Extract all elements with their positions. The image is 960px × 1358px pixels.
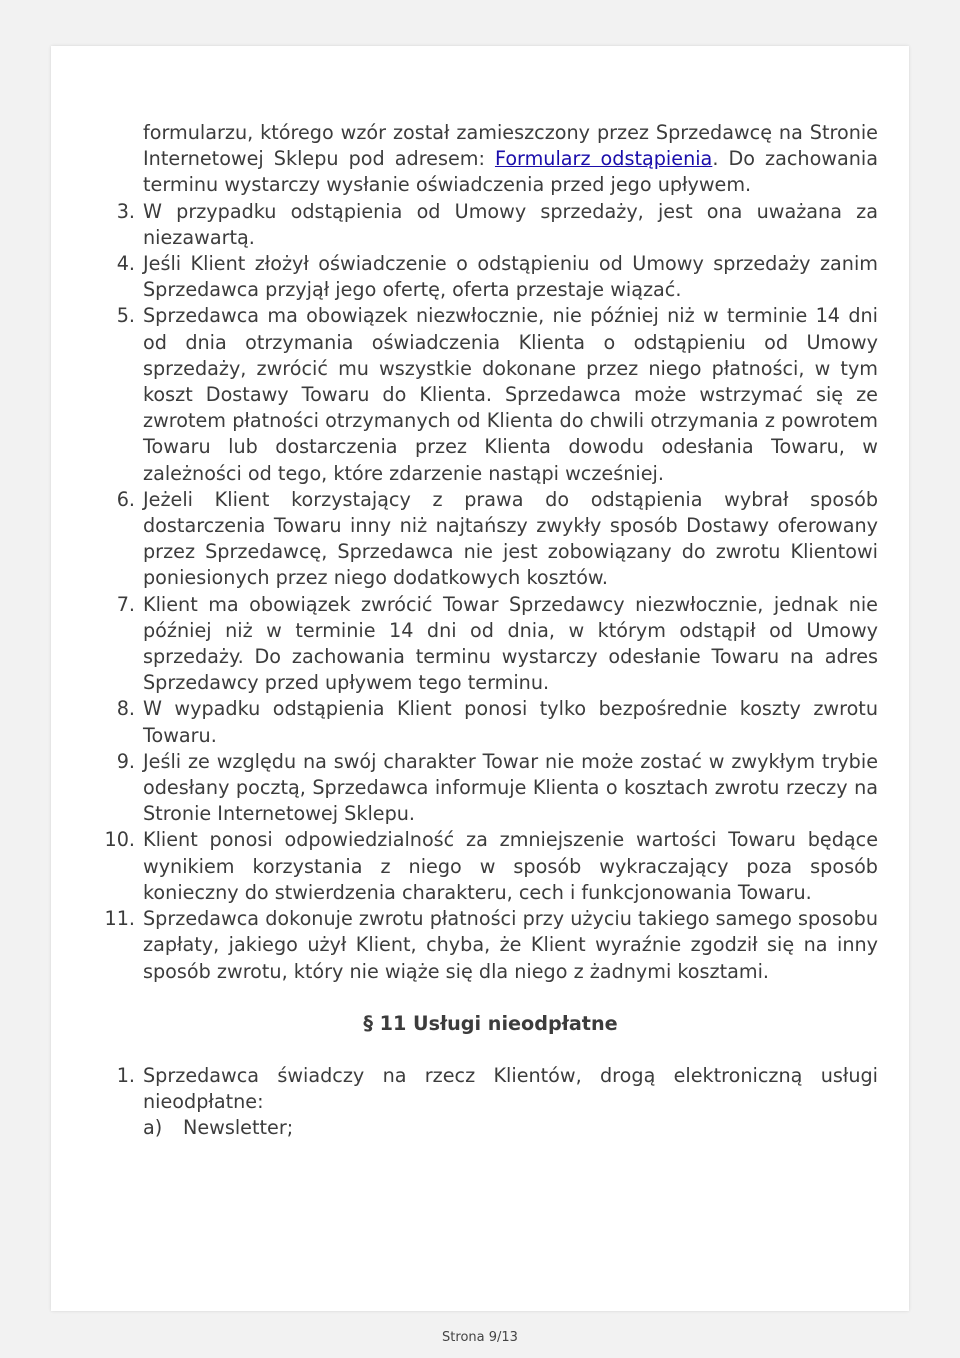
list-b — [103, 1063, 878, 1142]
list-item — [103, 487, 878, 592]
form-link[interactable]: Formularz odstąpienia — [494, 147, 713, 171]
list-item-text: Sprzedawca ma obowiązek niezwłocznie, nie później niż w terminie 14 dni od dnia otrzymania oświadczenia Klienta o odstąpieniu od Umowy sprzedaży, zwrócić mu wszystkie dokonane przez niego płatności, w tym koszt Dostawy Towaru do Klienta. Sprzedawca może wstrzymać się ze zwrotem płatności otrzymanych od Klienta do chwili otrzymania z powrotem Towaru lub dostarczenia przez Klienta dowodu odesłania Towaru, w zależności od tego, które zdarzenie nastąpi wcześniej. — [143, 304, 878, 485]
sub-list-item — [103, 1115, 878, 1141]
list-item — [103, 1063, 878, 1115]
section-heading: § 11 Usługi nieodpłatne — [363, 1011, 618, 1035]
list-item-number: 9. — [116, 749, 135, 773]
intro-text-after: . Do zachowania terminu wystarczy wysłanie oświadczenia przed jego upływem. — [143, 147, 879, 197]
list-item — [103, 199, 878, 251]
list-item-number: 5. — [116, 304, 135, 328]
list-item — [103, 592, 878, 697]
list-item-number: 7. — [116, 592, 135, 616]
list-item-number: 3. — [116, 199, 135, 223]
list-item-number: 4. — [116, 252, 135, 276]
list-item-text: Jeżeli Klient korzystający z prawa do odstąpienia wybrał sposób dostarczenia Towaru inny niż najtańszy zwykły sposób Dostawy oferowany przez Sprzedawcę, Sprzedawca nie jest zobowiązany do zwrotu Klientowi poniesionych przez niego dodatkowych kosztów. — [143, 487, 878, 590]
intro-paragraph — [103, 120, 878, 199]
list-item-text: Klient ponosi odpowiedzialność za zmniejszenie wartości Towaru będące wynikiem korzystania z niego w sposób wykraczający poza sposób konieczny do stwierdzenia charakteru, cech i funkcjonowania Towaru. — [143, 828, 878, 904]
page-number: Strona 9/13 — [442, 1330, 518, 1345]
list-item-text: Jeśli ze względu na swój charakter Towar nie może zostać w zwykłym trybie odesłany pocztą, Sprzedawca informuje Klienta o kosztach zwrotu rzeczy na Stronie Internetowej Sklepu. — [143, 749, 878, 826]
list-item-text: Jeśli Klient złożył oświadczenie o odstąpieniu od Umowy sprzedaży zanim Sprzedawca przyjął jego ofertę, oferta przestaje wiązać. — [143, 252, 878, 302]
sub-list-item-label: a) — [143, 1116, 163, 1140]
sub-list-item-text: Newsletter; — [183, 1116, 294, 1140]
list-item — [103, 906, 878, 985]
list-item — [103, 827, 878, 906]
document-page — [51, 46, 909, 1311]
list-item-text: Klient ma obowiązek zwrócić Towar Sprzedawcy niezwłocznie, jednak nie później niż w terminie 14 dni od dnia, w którym odstąpił od Umowy sprzedaży. Do zachowania terminu wystarczy odesłanie Towaru na adres Sprzedawcy przed upływem tego terminu. — [143, 592, 878, 695]
list-item-number: 10. — [104, 828, 135, 852]
list-item-text: Sprzedawca dokonuje zwrotu płatności przy użyciu takiego samego sposobu zapłaty, jakiego użył Klient, chyba, że Klient wyraźnie zgodził się na inny sposób zwrotu, który nie wiąże się dla niego z żadnymi kosztami. — [143, 907, 878, 983]
document-content — [103, 120, 878, 1142]
list-item — [103, 749, 878, 828]
intro-text-before: formularzu, którego wzór został zamieszczony przez Sprzedawcę na Stronie Internetowej Sklepu pod adresem: — [143, 121, 878, 171]
list-item-number: 11. — [104, 907, 135, 931]
list-a — [103, 199, 878, 985]
list-item-text: W przypadku odstąpienia od Umowy sprzedaży, jest ona uważana za niezawartą. — [143, 199, 878, 249]
list-item — [103, 696, 878, 748]
list-item — [103, 251, 878, 303]
list-item — [103, 303, 878, 486]
list-item-number: 6. — [116, 487, 135, 511]
list-item-number: 1. — [116, 1063, 135, 1087]
list-item-text: W wypadku odstąpienia Klient ponosi tylko bezpośrednie koszty zwrotu Towaru. — [143, 697, 878, 747]
list-item-text: Sprzedawca świadczy na rzecz Klientów, drogą elektroniczną usługi nieodpłatne: — [143, 1063, 878, 1114]
list-item-number: 8. — [116, 697, 135, 721]
